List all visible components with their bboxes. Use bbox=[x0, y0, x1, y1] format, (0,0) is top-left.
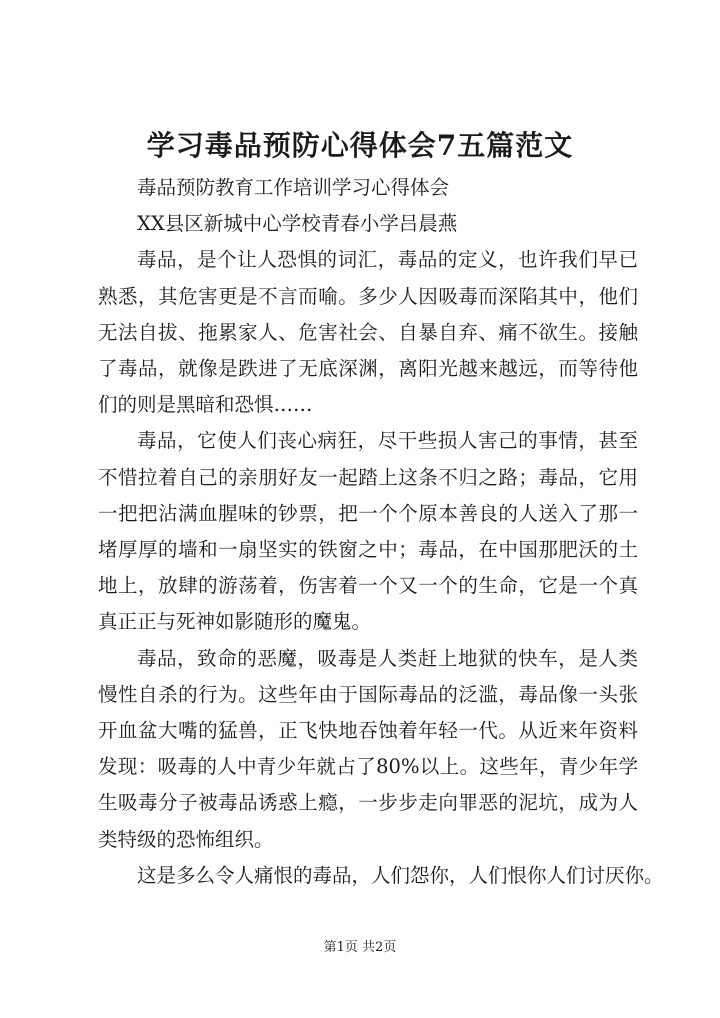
document-author: XX县区新城中心学校青春小学吕晨燕 bbox=[137, 212, 458, 236]
document-title: 学习毒品预防心得体会7五篇范文 bbox=[146, 129, 574, 162]
paragraph: 这是多么令人痛恨的毒品，人们怨你，人们恨你人们讨厌你。 bbox=[137, 863, 664, 887]
document-subtitle: 毒品预防教育工作培训学习心得体会 bbox=[137, 176, 450, 199]
document-body bbox=[98, 170, 664, 894]
paragraph: 毒品，致命的恶魔，吸毒是人类赶上地狱的快车，是人类慢性自杀的行为。这些年由于国际毒品的泛滥，毒品像一头张开血盆大嘴的猛兽，正飞快地吞蚀着年轻一代。从近来年资料发现：吸毒的人中青少年就占了80%以上。这些年，青少年学生吸毒分子被毒品诱惑上瘾，一步步走向罪恶的泥坑，成为人类特级的恐怖组织。 bbox=[98, 646, 638, 851]
page-footer: 第1页 共2页 bbox=[323, 940, 397, 955]
paragraph: 毒品，是个让人恐惧的词汇，毒品的定义，也许我们早已熟悉，其危害更是不言而喻。多少人因吸毒而深陷其中，他们无法自拔、拖累家人、危害社会、自暴自弃、痛不欲生。接触了毒品，就像是跌进了无底深渊，离阳光越来越远，而等待他们的则是黑暗和恐惧…… bbox=[98, 248, 638, 417]
paragraph: 毒品，它使人们丧心病狂，尽干些损人害己的事情，甚至不惜拉着自己的亲朋好友一起踏上这条不归之路；毒品，它用一把把沾满血腥味的钞票，把一个个原本善良的人送入了那一堵厚厚的墙和一扇坚实的铁窗之中；毒品，在中国那肥沃的土地上，放肆的游荡着，伤害着一个又一个的生命，它是一个真真正正与死神如影随形的魔鬼。 bbox=[98, 429, 638, 634]
